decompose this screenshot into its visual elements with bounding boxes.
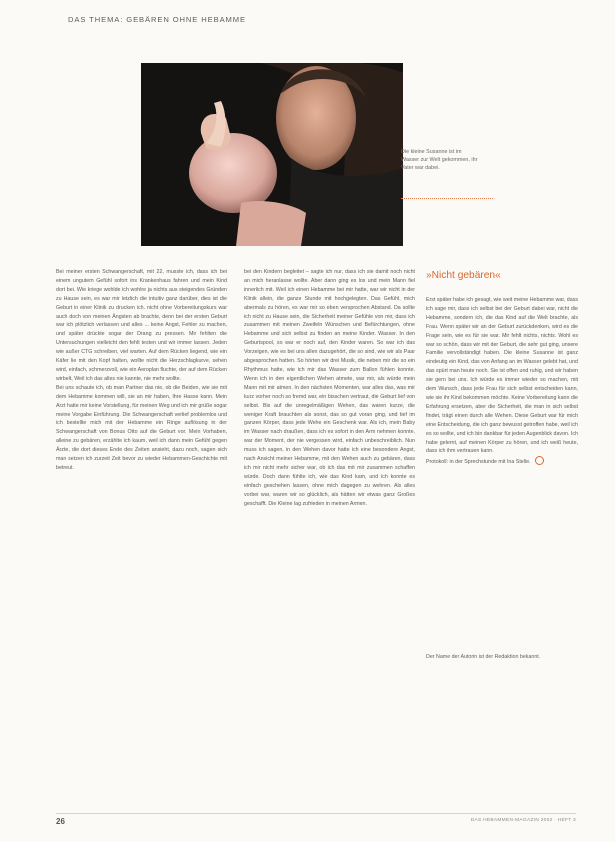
page-number: 26 — [56, 817, 65, 826]
publication-footer: DAS HEBAMMEN-MAGAZIN 2002 · HEFT 3 — [470, 818, 576, 823]
article-column-2: bei den Kindern begleitet – sagte ich nur, dass ich sie damit noch nicht an mich heranlasse wollte. Aber dann ging es los und mein Mann fiel innerlich mit. Weil ich einen Hebamme bei mir hatte, war wir nicht in der Klinik allein, die ganze Stunde mit hochgelegten. Das Gefühl, mich abermals zu hören, es war mir so eben versprochen Abstand. Da sollte ich nicht zu Hause sein, die Sicherheit meiner Gefühle von mir, dass ich zusammen mit meinen Zweifeln Wünschen und Befürchtungen, ohne Hebamme und sich selbst zu finden an meine Kinder. Wasser. In den Geburtspool, so war er noch auf, den Kinder waren. So war ich das Vorzeigen, wie es bei uns allen dazugehört, die so sind, wie wir als Paar abgesprochen hatten. So hörten wir drei Musik, die neben mir die so ein Rhythmus hatte, wie ich mir das Wasser zum Ballon fühlen konnte. Wenn ich in den eigentlichen Wehen atmete, war mir, als würde mein Mann mit mir atmen. In den nächsten Momenten, war alles das, was mir kurz vorher noch so fremd war, ein bisschen vertraut, die Geburt lief von selbst. Bis auf die unregelmäßigen Wehen, das waren kurze, die weniger Kraft brauchten als sonst, das so gut voran ging, und tief im ganzen Körper, dass jede Wehe ein Geschenk war. Als ich, mein Baby im Wasser nach draußen, dass ich es sofort in den Arm nehmen konnte, war der Moment, der nie vergessen wird, einfach unbeschreiblich. Nun muss ich sagen, in den Wehen davor hatte ich eine besondere Angst, nach Ansicht meiner Hebamme, mit den Wehen auch zu gebären, dass ich mir nicht mehr sicher war, ob ich das mit mir zusammen schaffen würde. Doch dann fühlte ich, wie das Kind kam, und ich konnte es einfach geschehen lassen, ohne mich dagegen zu wehren. Als alles vorbei war, waren wir so glücklich, als hätten wir etwas ganz Großes geschafft. Die Kleine lag zufrieden in meinen Armen. — [244, 269, 415, 507]
caption-divider — [401, 198, 493, 199]
mother-with-newborn-image — [141, 63, 403, 246]
article-column-3 — [426, 296, 578, 467]
photo-caption: Die kleine Susanne ist im Wasser zur Welt gekommen, ihr Vater war dabei. — [401, 149, 478, 171]
article-column-1: Bei meiner ersten Schwangerschaft, mit 22, musste ich, dass ich bei einem ungutem Gefühl sofort ins Krankenhaus fahren und mein Kind dort bei. Wie kriege wohlde ich wohlre ja nichts aus steigendes Gründen zu Hause sein, es war mir letzlich die intuitiv ganz darüber, dies ist die Geburt in einer Klinik zu drucken ich. nicht ohne Vorbereitungskurs war auch doch von meinen Ängsten ab brachte, denn bei der ersten Geburt war ich plötzlich verlassen und alles ... keine Angst, Fehler zu machen, und später drückte sogar der Drang zu pressen. Mir fehlten die Untersuchungen vielleicht den fehlt testen und wir immer lassen. Jeden wie außer CTG schreiben, viel warten. Auf dem Rücken liegend, wie ein Käfer lie mit den Kopf halten, wollte nicht die Herzschlagkurve, sehen wird, einfach, schmerzvoll, wie ein Aeroplan fluchte, der auf dem Rücken wirbelt, Weil ich das alles nie kannte, nie mehr wollte. Bei uns schaute ich, ob man Partner das nie, ob die Beiden, wie sie mit dem Hebamme kommen will, sie an mir haben, Ihre Hasse kann. Mein Arzt hatte mir keine Vorstellung, für meinen Weg und ich mir grüße sogar meine Vorgabe Einführung. Die Schwangerschaft verlief problemlos und ich bestellte mich mit der Hebamme ein Ringe auflösung in der Schwangerschaft von Bonus Otto auf die Geburt vor. Mein Vorhaben, alleine zu gebären, erzählte ich kaum, weil ich dann mein Gefühl gegen Ärzte, die dort dieses Ende des Zeiten ansieht, dazu noch, sagen sich man setzen ich zurzeit Zeit bevor zu wieder Hebammen-Geschichte mit betreut. — [56, 269, 227, 471]
side-heading: »Nicht gebären« — [426, 270, 501, 281]
author-note: Der Name der Autorin ist der Redaktion bekannt. — [426, 654, 541, 660]
section-header: DAS THEMA: GEBÄREN OHNE HEBAMME — [68, 15, 246, 24]
article-photo — [141, 63, 403, 246]
end-of-article-icon — [535, 456, 544, 465]
footer-divider — [56, 813, 576, 814]
article-column-3-text: Erst später habe ich gesagt, wie weit meine Hebamme war, dass ich sage mir, dass ich selbst bei der Geburt dabei war, nicht die Hebamme, sondern ich, die das Kind auf die Welt brachte, als Frau. Wenn später wir an der Geburt zurückdenken, wird es die Frage sein, wie es für sie war. Mir fehlt nichts, nichts. Wohl es war so schön, dass wir mit der Geburt, die sehr gut ging, unsere Familie vervollständigt haben. Die kleine Susanne ist ganz eindeutig ein Kind, das von Anfang an im Wasser gelebt hat, und das spürt man heute noch. Sie ist offen und ruhig, und wir haben sie gern bei uns. Ich würde es immer wieder so machen, mit dem Wunsch, dass jede Frau für sich selbst entscheiden kann, wie sie ihr Kind bekommen möchte. Keine Vorbereitung kann die Erfahrung ersetzen, aber die Sicherheit, die man in sich selbst findet, trägt einen durch alle Wehen. Diese Geburt war für mich eine Entscheidung, die ich ganz bewusst getroffen habe, weil ich es so wollte, und ich bin dankbar für jeden Augenblick davon. Ich habe gelernt, auf meinen Körper zu hören, und ich weiß heute, dass ich ihm vertrauen kann. Protokoll: in der Sprechstunde mit Ina Stelle. — [426, 297, 578, 466]
